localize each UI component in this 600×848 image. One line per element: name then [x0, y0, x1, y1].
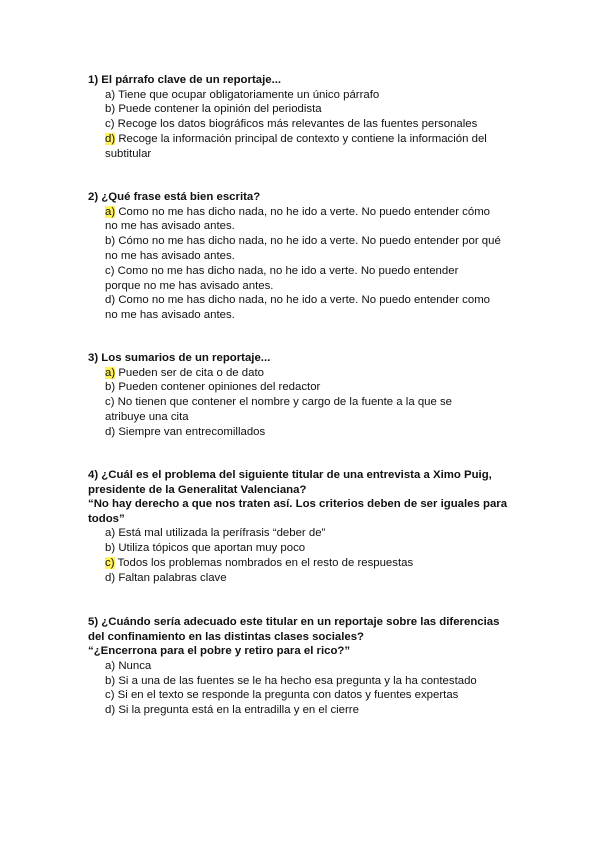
option-letter: a) — [105, 527, 116, 540]
option-list — [88, 88, 513, 162]
option-text: Faltan palabras clave — [118, 571, 227, 584]
option-text: Como no me has dicho nada, no he ido a verte. No puedo entender como no me has avisado antes. — [105, 294, 491, 322]
option-letter: b) — [105, 381, 116, 394]
option-text: Pueden contener opiniones del redactor — [118, 381, 321, 394]
option-list — [88, 366, 513, 440]
option-letter: c) — [105, 264, 115, 277]
option-text: Si a una de las fuentes se le ha hecho esa pregunta y la ha contestado — [118, 674, 477, 687]
option-letter: b) — [105, 674, 116, 687]
option-text: Recoge la información principal de contexto y contiene la información del subtitular — [105, 132, 487, 160]
option-c — [88, 264, 490, 294]
option-text: Si la pregunta está en la entradilla y en el cierre — [118, 704, 359, 717]
option-text: No tienen que contener el nombre y cargo de la fuente a la que se atribuye una cita — [105, 396, 453, 423]
option-text: Utiliza tópicos que aportan muy poco — [118, 542, 306, 555]
question-1 — [88, 73, 513, 162]
question-quote: “No hay derecho a que nos traten así. Los criterios deben de ser iguales para todos” — [88, 498, 508, 525]
question-4 — [88, 468, 513, 586]
option-a — [88, 88, 513, 103]
option-list — [88, 659, 513, 718]
option-a — [88, 659, 513, 674]
option-letter: d) — [105, 425, 116, 438]
option-text: Recoge los datos biográficos más relevantes de las fuentes personales — [117, 118, 478, 131]
question-3 — [88, 351, 513, 440]
option-d — [88, 703, 513, 718]
option-text: Está mal utilizada la perífrasis “deber de” — [118, 527, 326, 540]
option-list — [88, 526, 513, 585]
question-title: 3) Los sumarios de un reportaje... — [88, 352, 271, 364]
question-5 — [88, 615, 513, 718]
question-title: 2) ¿Qué frase está bien escrita? — [88, 191, 261, 203]
option-b — [88, 380, 513, 395]
option-letter: a) — [105, 88, 116, 101]
option-d — [88, 293, 490, 323]
option-letter-highlighted: d) — [105, 132, 116, 145]
question-2 — [88, 190, 513, 323]
option-letter: b) — [105, 235, 116, 248]
option-b — [88, 234, 505, 264]
option-letter-highlighted: a) — [105, 205, 116, 218]
option-text: Cómo no me has dicho nada, no he ido a verte. No puedo entender por qué no me has avisado antes. — [105, 235, 501, 262]
option-c — [88, 117, 513, 132]
option-text: Todos los problemas nombrados en el resto de respuestas — [117, 556, 414, 569]
option-text: Tiene que ocupar obligatoriamente un único párrafo — [118, 88, 380, 101]
option-text: Nunca — [118, 659, 152, 672]
question-title: 1) El párrafo clave de un reportaje... — [88, 74, 282, 86]
option-list — [88, 205, 501, 323]
option-d — [88, 132, 515, 162]
option-letter: b) — [105, 103, 116, 116]
option-c — [88, 395, 490, 425]
option-letter: c) — [105, 689, 115, 702]
option-b — [88, 674, 513, 689]
option-a — [88, 366, 513, 381]
option-b — [88, 541, 513, 556]
question-title: 4) ¿Cuál es el problema del siguiente titular de una entrevista a Ximo Puig, presidente de la Generalitat Valenciana? — [88, 469, 492, 496]
option-text: Puede contener la opinión del periodista — [118, 103, 322, 116]
option-text: Como no me has dicho nada, no he ido a verte. No puedo entender porque no me has avisado antes. — [105, 264, 459, 292]
question-quote: “¿Encerrona para el pobre y retiro para el rico?” — [88, 645, 351, 658]
option-letter: d) — [105, 294, 116, 307]
option-text: Pueden ser de cita o de dato — [118, 366, 264, 379]
option-b — [88, 102, 513, 117]
option-letter-highlighted: c) — [105, 556, 115, 569]
option-letter: d) — [105, 704, 116, 717]
option-letter-highlighted: a) — [105, 366, 116, 379]
question-title: 5) ¿Cuándo sería adecuado este titular en un reportaje sobre las diferencias del confinamiento en las distintas clases sociales? — [88, 616, 500, 643]
option-letter: a) — [105, 659, 116, 672]
option-a — [88, 205, 490, 235]
option-text: Siempre van entrecomillados — [118, 425, 266, 438]
option-text: Como no me has dicho nada, no he ido a verte. No puedo entender cómo no me has avisado antes. — [105, 205, 491, 233]
option-text: Si en el texto se responde la pregunta con datos y fuentes expertas — [117, 689, 459, 702]
option-a — [88, 526, 513, 541]
option-c — [88, 556, 513, 571]
option-d — [88, 571, 513, 586]
option-letter: c) — [105, 396, 115, 409]
option-letter: d) — [105, 571, 116, 584]
option-letter: c) — [105, 118, 115, 131]
option-letter: b) — [105, 542, 116, 555]
option-c — [88, 688, 513, 703]
option-d — [88, 425, 513, 440]
